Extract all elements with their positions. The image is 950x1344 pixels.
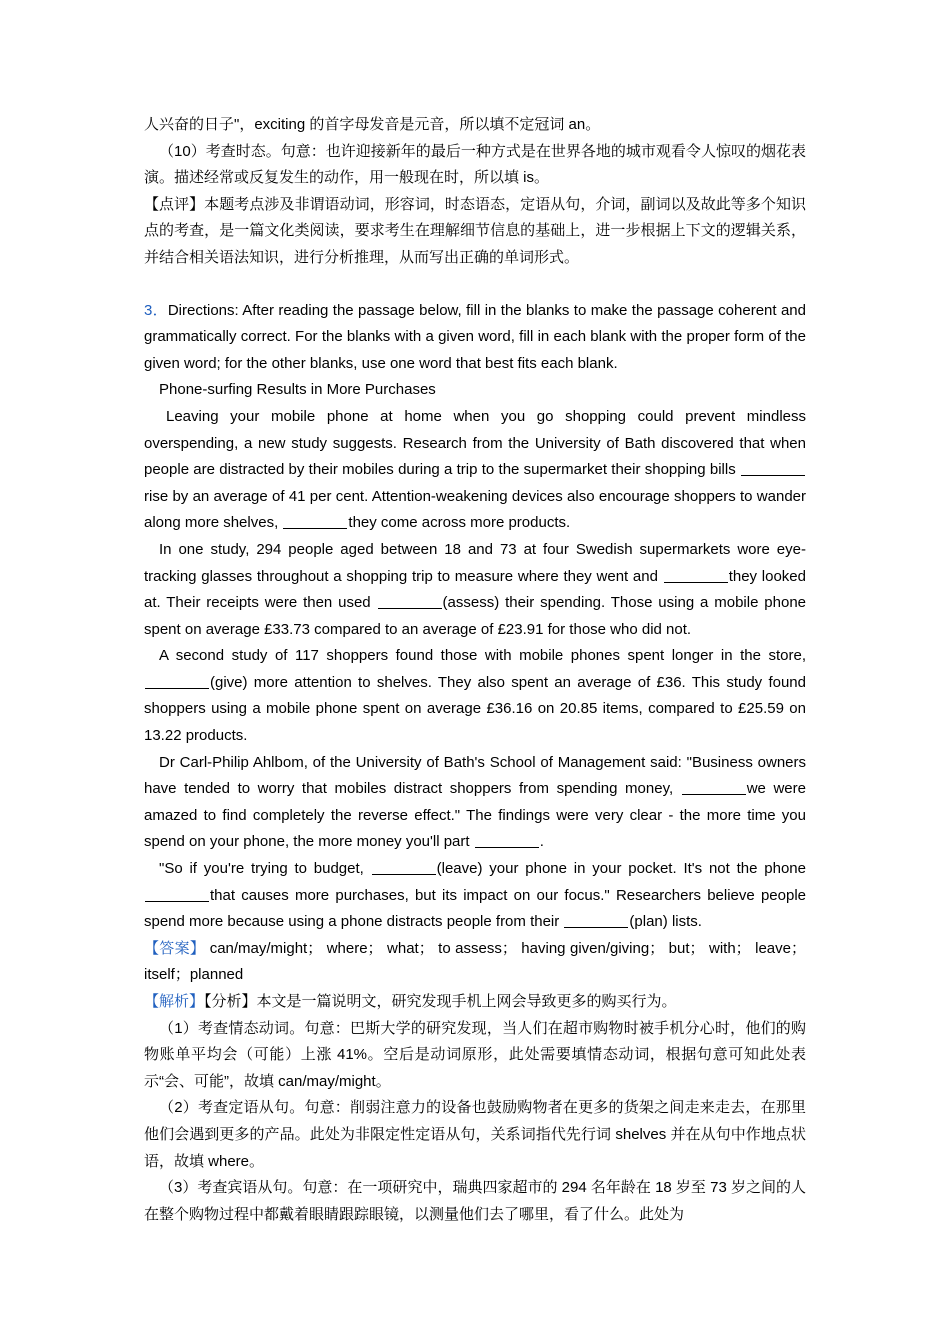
passage-paragraph-4: Dr Carl-Philip Ahlbom, of the University of Bath's School of Management said: "Business owners have tended to worry that mobiles distract shoppers from spending money, we were amazed to find completely the reverse effect." The findings were very clear - the more time you spend on your phone, the more money you'll part .: [144, 753, 806, 851]
question-3-directions: [144, 298, 806, 378]
answer-text: can/may/might； where； what； to assess； having given/giving； but； with； leave；itself；planned: [144, 939, 806, 984]
passage-paragraph-3: A second study of 117 shoppers found those with mobile phones spent longer in the store, (give) more attention to shelves. They also spent an average of £36. This study found shoppers using a mobile phone spent on average £36.16 on 20.85 items, compared to £25.59 on 13.22 products.: [144, 647, 806, 745]
blank-10: [564, 913, 628, 928]
prev-comment: 【点评】本题考点涉及非谓语动词，形容词，时态语态，定语从句，介词，副词以及故此等多个知识点的考查，是一篇文化类阅读，要求考生在理解细节信息的基础上，进一步根据上下文的逻辑关系，并结合相关语法知识，进行分析推理，从而写出正确的单词形式。: [144, 195, 806, 266]
blank-4: [378, 594, 442, 609]
blank-6: [682, 780, 746, 795]
analysis-item-2: （2）考查定语从句。句意：削弱注意力的设备也鼓励购物者在更多的货架之间走来走去，在那里他们会遇到更多的产品。此处为非限定性定语从句，关系词指代先行词 shelves 并在从句中作地点状语，故填 where。: [144, 1099, 806, 1170]
passage-paragraph-2: In one study, 294 people aged between 18 and 73 at four Swedish supermarkets wore eye-tracking glasses throughout a shopping trip to measure where they went and they looked at. Their receipts were then used (assess) their spending. Those using a mobile phone spent on average £33.73 compared to an average of £23.91 for those who did not.: [144, 540, 807, 638]
answer-label: 【答案】: [144, 939, 206, 957]
analysis-text: 【分析】本文是一篇说明文，研究发现手机上网会导致更多的购买行为。: [204, 993, 677, 1010]
spacer: [144, 272, 806, 298]
answer-line: [144, 936, 806, 989]
passage-paragraph-5: "So if you're trying to budget, (leave) your phone in your pocket. It's not the phone that causes more purchases, but its impact on our focus." Researchers believe people spend more because using a phone distracts people from their (plan) lists.: [144, 860, 806, 931]
analysis-item-3: （3）考查宾语从句。句意：在一项研究中，瑞典四家超市的 294 名年龄在 18 岁至 73 岁之间的人在整个购物过程中都戴着眼睛跟踪眼镜，以测量他们去了哪里，看了什么。此处为: [144, 1179, 806, 1223]
analysis-item-1: （1）考查情态动词。句意：巴斯大学的研究发现，当人们在超市购物时被手机分心时，他们的购物账单平均会（可能）上涨 41%。空后是动词原形，此处需要填情态动词，根据句意可知此处表示“会、可能”，故填 can/may/might。: [144, 1019, 806, 1090]
directions-text: Directions: After reading the passage below, fill in the blanks to make the passage coherent and grammatically correct. For the blanks with a given word, fill in each blank with the proper form of the given word; for the other blanks, use one word that best fits each blank.: [144, 301, 806, 372]
passage-title: Phone-surfing Results in More Purchases: [159, 381, 436, 399]
blank-1: [741, 461, 805, 476]
blank-9: [145, 887, 209, 902]
blank-5: [145, 674, 209, 689]
analysis-label: 【解析】: [144, 993, 205, 1010]
prev-answer-line: 人兴奋的日子"，exciting 的首字母发音是元音，所以填不定冠词 an。: [144, 116, 601, 133]
prev-analysis-10: （10）考查时态。句意：也许迎接新年的最后一种方式是在世界各地的城市观看令人惊叹的烟花表演。描述经常或反复发生的动作，用一般现在时，所以填 is。: [144, 142, 806, 187]
blank-8: [372, 860, 436, 875]
blank-3: [664, 568, 728, 583]
analysis-line: [144, 989, 806, 1016]
document-page: [144, 112, 806, 1228]
blank-2: [283, 514, 347, 529]
question-number: 3．: [144, 301, 168, 319]
blank-7: [475, 833, 539, 848]
passage-paragraph-1: Leaving your mobile phone at home when you go shopping could prevent mindless overspending, a new study suggests. Research from the University of Bath discovered that when people are distracted by their mobiles during a trip to the supermarket their shopping bills rise by an average of 41 per cent. Attention-weakening devices also encourage shoppers to wander along more shelves, they come across more products.: [144, 407, 806, 532]
